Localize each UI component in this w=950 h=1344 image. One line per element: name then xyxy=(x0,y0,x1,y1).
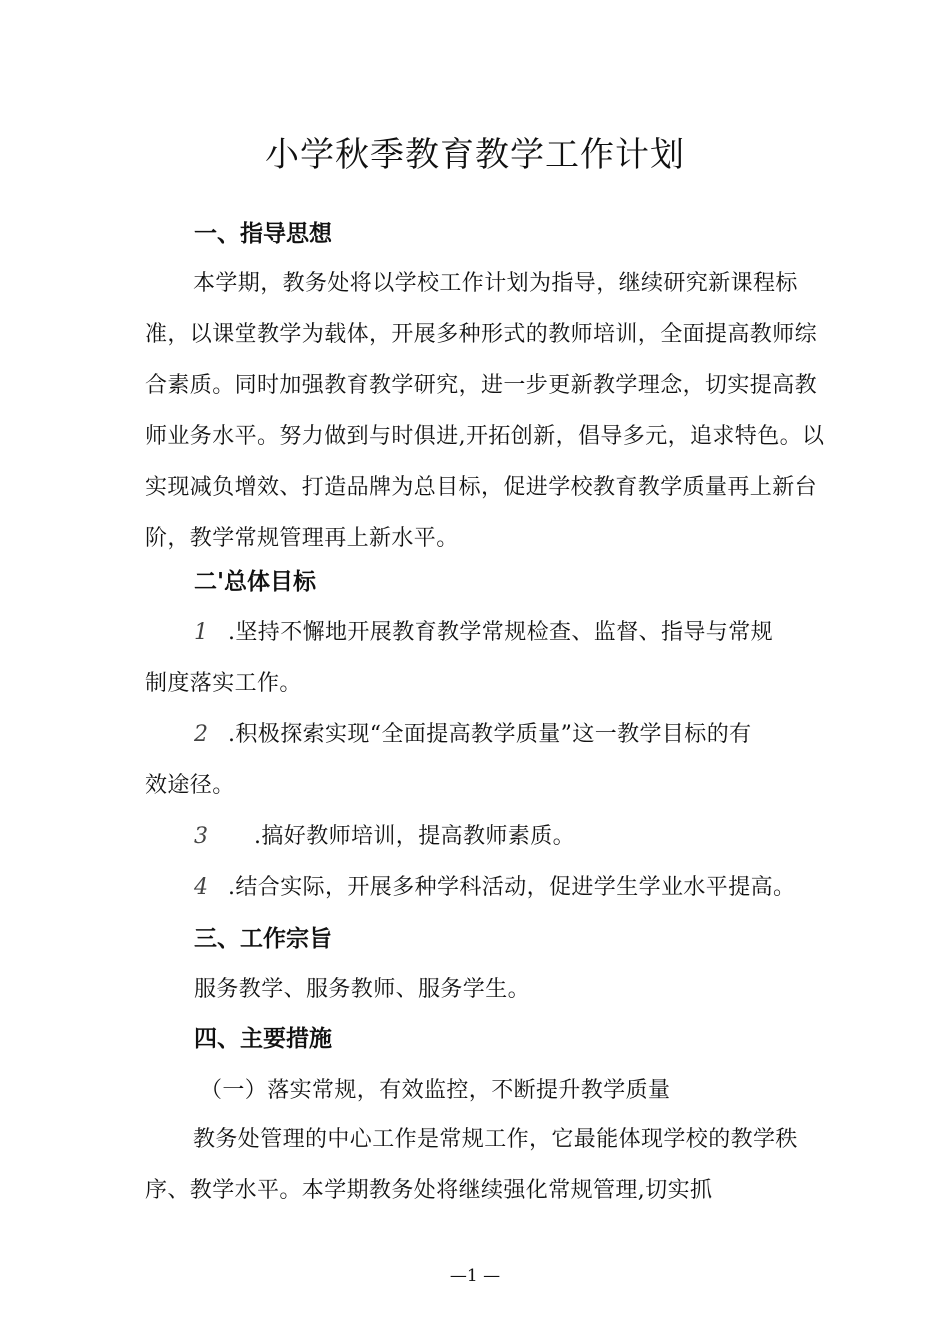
goal-item-4 xyxy=(194,871,795,905)
subsection-heading: （一）落实常规，有效监控，不断提升教学质量 xyxy=(200,1078,671,1103)
goal-item-number: 3 xyxy=(194,824,209,849)
section-heading-overall-goals: 二'总体目标 xyxy=(194,569,317,595)
section-heading-main-measures: 四、主要措施 xyxy=(194,1026,332,1052)
goal-item-2-continuation: 效途径。 xyxy=(145,773,235,798)
page-number: —1 — xyxy=(449,1266,501,1286)
section-heading-guiding-thought: 一、指导思想 xyxy=(194,221,332,247)
goal-item-text: .搞好教师培训，提高教师素质。 xyxy=(254,824,575,849)
guiding-thought-paragraph: 本学期，教务处将以学校工作计划为指导，继续研究新课程标准，以课堂教学为载体，开展多种形式的教师培训，全面提高教师综合素质。同时加强教育教学研究，进一步更新教学理念，切实提高教师业务水平。努力做到与时俱进,开拓创新，倡导多元，追求特色。以实现减负增效、打造品牌为总目标，促进学校教育教学质量再上新台阶，教学常规管理再上新水平。 xyxy=(145,271,825,551)
main-measures-paragraph: 教务处管理的中心工作是常规工作，它最能体现学校的教学秩序、教学水平。本学期教务处将继续强化常规管理,切实抓 xyxy=(145,1127,798,1203)
document-title: 小学秋季教育教学工作计划 xyxy=(265,135,685,175)
goal-item-1 xyxy=(194,616,773,650)
goal-item-1-continuation: 制度落实工作。 xyxy=(145,671,302,696)
goal-item-text: .结合实际，开展多种学科活动，促进学生学业水平提高。 xyxy=(228,875,796,900)
goal-item-3 xyxy=(194,820,575,854)
goal-item-number: 4 xyxy=(194,875,209,900)
goal-item-number: 1 xyxy=(194,620,209,645)
goal-item-number: 2 xyxy=(194,722,209,747)
work-purpose-text: 服务教学、服务教师、服务学生。 xyxy=(194,977,531,1002)
goal-item-text: .积极探索实现“全面提高教学质量”这一教学目标的有 xyxy=(228,722,752,747)
section-heading-work-purpose: 三、工作宗旨 xyxy=(194,926,332,952)
goal-item-2 xyxy=(194,718,752,752)
goal-item-text: .坚持不懈地开展教育教学常规检查、监督、指导与常规 xyxy=(228,620,773,645)
